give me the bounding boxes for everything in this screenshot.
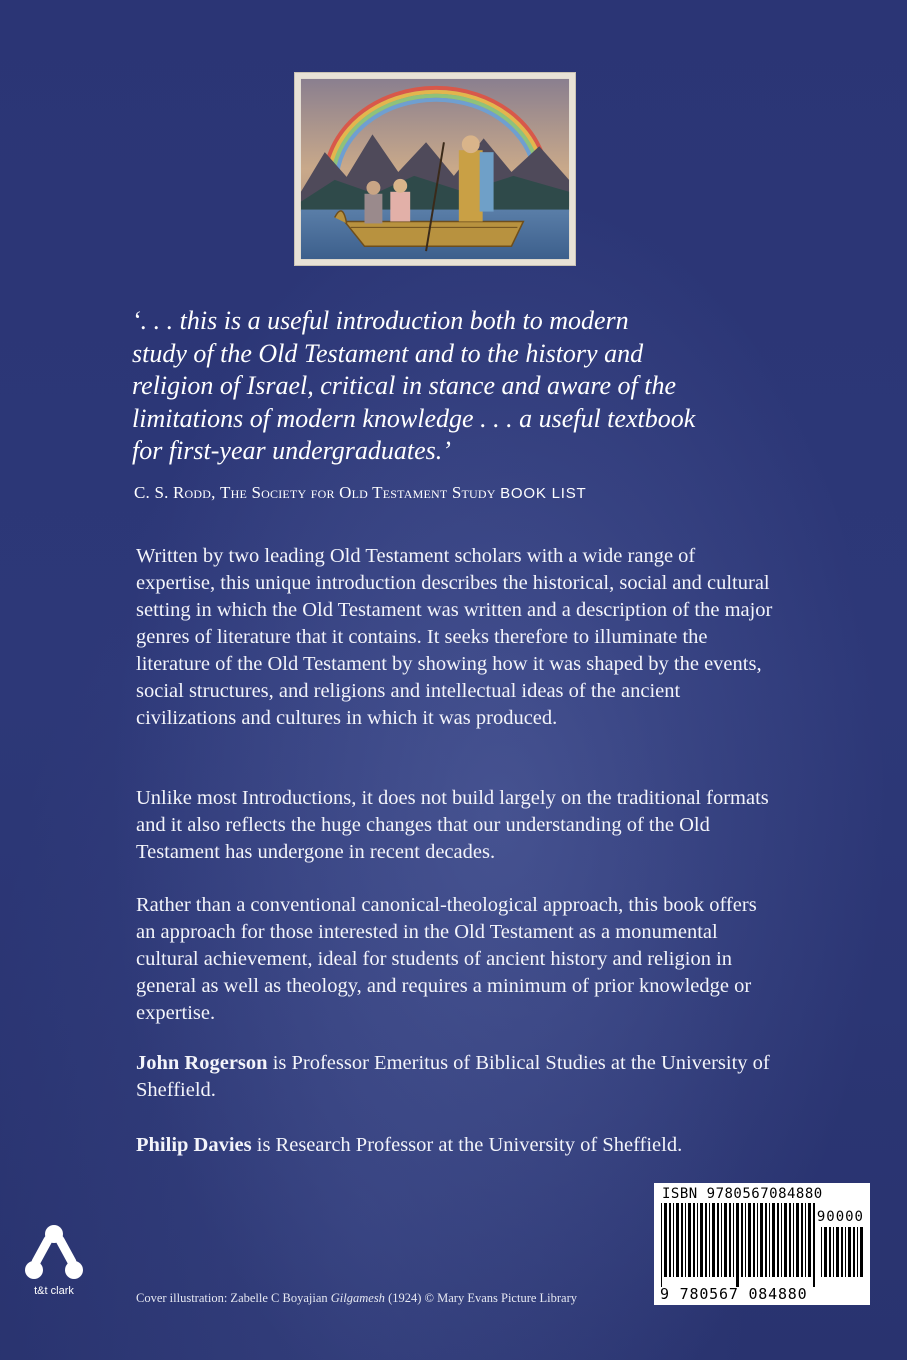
author-bio-1 [136,1050,776,1104]
author-name: Philip Davies [136,1134,252,1156]
tt-clark-logo-icon [24,1222,84,1284]
credit-suffix: (1924) © Mary Evans Picture Library [384,1291,578,1305]
barcode-bar [661,1203,662,1287]
barcode-bar [693,1203,695,1277]
barcode-bar [824,1227,827,1277]
author-bio-text: is Professor Emeritus of Biblical Studies at the University of Sheffield. [136,1052,770,1101]
cover-illustration [294,72,576,266]
barcode-bar [729,1203,731,1277]
barcode-bar [860,1227,863,1277]
barcode-bar [681,1203,683,1277]
barcode-number: 9 780567 084880 [660,1285,808,1303]
reviewer-publication: BOOK LIST [500,485,587,502]
barcode-bar [833,1227,834,1277]
review-quote [132,305,772,468]
isbn-label: ISBN 9780567084880 [662,1186,823,1202]
barcode-bar [813,1203,815,1287]
barcode-bar [721,1203,722,1277]
credit-prefix: Cover illustration: Zabelle C Boyajian [136,1291,331,1305]
barcode-bar [784,1203,787,1277]
barcode-bar [841,1227,843,1277]
barcode-bar [769,1203,770,1277]
author-bio-text: is Research Professor at the University of Sheffield. [251,1134,683,1156]
barcode-bar [717,1203,719,1277]
description-paragraph-3: Rather than a conventional canonical-theological approach, this book offers an approach for those interested in the Old Testament as a monumental cultural achievement, ideal for students of ancient history and religion in general as well as theology, and requires a minimum of prior knowledge or expertise. [136,894,757,1024]
publisher-name: t&t clark [34,1285,74,1297]
barcode-bar [765,1203,767,1277]
barcode-bar [836,1227,839,1277]
barcode-bar [805,1203,806,1277]
barcode-bar [777,1203,779,1277]
barcode-bar [808,1203,811,1277]
barcode-bar [664,1203,667,1277]
barcode-bar [709,1203,710,1277]
barcode-bar [757,1203,758,1277]
quote-line: limitations of modern knowledge . . . a useful textbook [132,403,696,433]
credit-title: Gilgamesh [330,1291,385,1305]
barcode-bar [821,1227,822,1277]
barcode-bar [793,1203,794,1277]
barcode-bar [845,1227,846,1277]
barcode-bar [700,1203,703,1277]
barcode-bar [853,1227,855,1277]
barcode-bar [688,1203,691,1277]
barcode-bar [781,1203,782,1277]
barcode-bar [724,1203,727,1277]
description-paragraph-2: Unlike most Introductions, it does not build largely on the traditional formats and it also reflects the huge changes that our understanding of the Old Testament has undergone in recent decades. [136,787,769,863]
barcode-bar [748,1203,751,1277]
barcode-bar [857,1227,858,1277]
barcode-bar [741,1203,743,1277]
barcode-bar [733,1203,734,1277]
barcode-bar [712,1203,715,1277]
barcode-bar [673,1203,674,1277]
barcode-bar [685,1203,686,1277]
gilgamesh-boat-illustration [295,73,575,265]
barcode-bar [753,1203,755,1277]
barcode-bar [801,1203,803,1277]
quote-line: for first-year undergraduates.’ [132,436,451,465]
author-bio-2 [136,1132,776,1159]
barcode-bar [848,1227,851,1277]
quote-line: religion of Israel, critical in stance and aware of the [132,371,677,400]
barcode-addon-bars [820,1227,864,1287]
barcode-bars [660,1203,816,1287]
barcode-bar [736,1203,739,1287]
author-name: John Rogerson [136,1052,268,1074]
barcode-bar [789,1203,791,1277]
publisher-logo [24,1222,84,1302]
barcode-bar [772,1203,775,1277]
quote-line: study of the Old Testament and to the history and [132,338,644,368]
isbn-barcode [654,1183,870,1305]
reviewer-name: C. S. Rodd, [134,483,216,502]
description-paragraph-1: Written by two leading Old Testament scholars with a wide range of expertise, this unique introduction describes the historical, social and cultural setting in which the Old Testament was written and a description of the major genres of literature that it contains. It seeks therefore to illuminate the literature of the Old Testament by showing how it was shaped by the events, social structures, and religions and intellectual ideas of the ancient civilizations and cultures in which it was produced. [136,545,773,729]
barcode-bar [829,1227,831,1277]
quote-line: ‘. . . this is a useful introduction both to modern [132,306,629,335]
barcode-bar [705,1203,707,1277]
barcode-bar [669,1203,671,1277]
barcode-bar [676,1203,679,1277]
reviewer-society: The Society for Old Testament Study [220,483,496,502]
cover-credit [136,1291,577,1306]
barcode-bar [796,1203,799,1277]
price-code: 90000 [816,1209,864,1225]
barcode-bar [697,1203,698,1277]
barcode-bar [745,1203,746,1277]
barcode-bar [760,1203,763,1277]
quote-attribution [134,482,774,505]
